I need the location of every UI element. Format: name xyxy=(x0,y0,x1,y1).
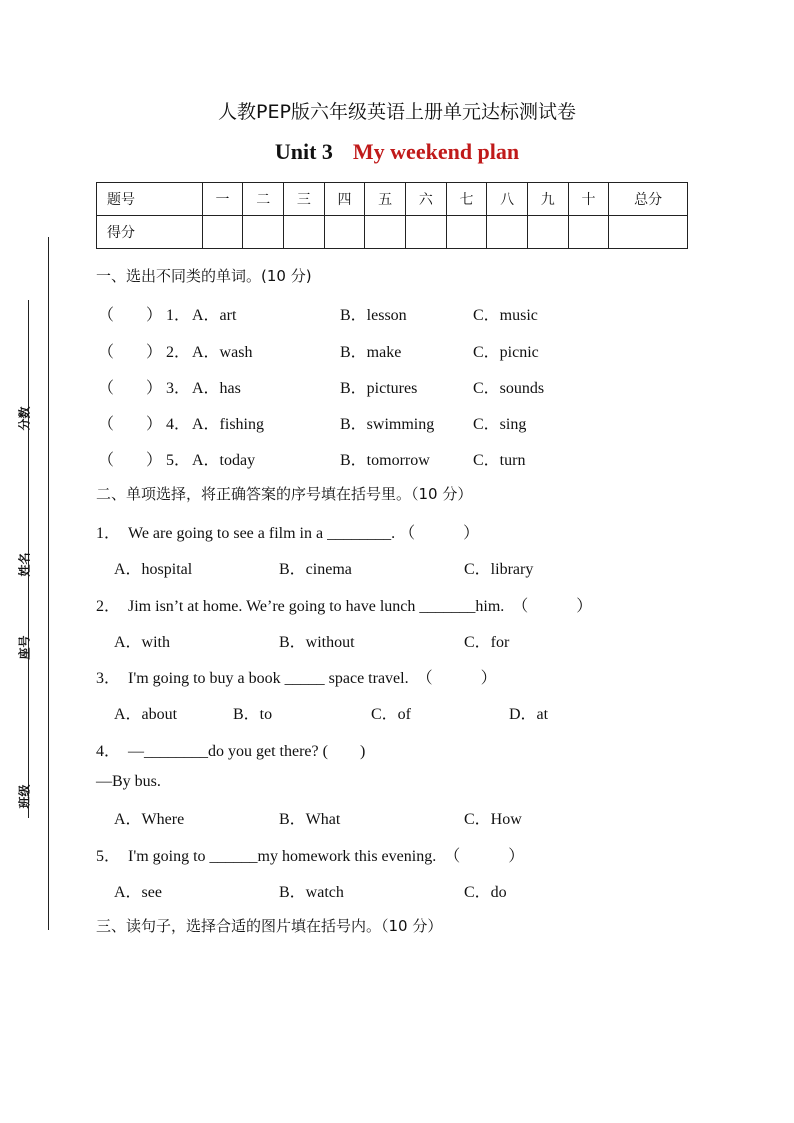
score-header-cell: 总分 xyxy=(609,183,688,216)
option-a: A．today xyxy=(192,452,256,469)
option-b[interactable]: B．watch xyxy=(279,884,344,901)
option-b[interactable]: B．What xyxy=(279,811,341,828)
score-cell[interactable] xyxy=(324,216,365,249)
option-b: B．lesson xyxy=(340,307,407,324)
answer-paren[interactable]: （ ） xyxy=(98,380,163,397)
seat-field-label: 座号 xyxy=(17,635,32,660)
score-table-header-row xyxy=(97,183,688,216)
unit-heading xyxy=(0,139,794,165)
score-cell[interactable] xyxy=(609,216,688,249)
score-header-cell: 题号 xyxy=(97,183,203,216)
score-field-label: 分数 xyxy=(17,406,32,431)
score-header-cell: 五 xyxy=(365,183,406,216)
option-b: B．tomorrow xyxy=(340,452,430,469)
exam-title: 人教PEP版六年级英语上册单元达标测试卷 xyxy=(218,101,576,123)
s2-question-5-stem: 5． I'm going to ______my homework this evening. （ ） xyxy=(96,848,525,865)
seat-field[interactable] xyxy=(14,583,48,668)
option-a[interactable]: A．with xyxy=(114,634,171,651)
score-header-cell: 三 xyxy=(284,183,325,216)
s2-question-3-stem: 3． I'm going to buy a book _____ space travel. （ ） xyxy=(96,670,497,687)
option-c[interactable]: C．How xyxy=(464,811,522,828)
option-a[interactable]: A．Where xyxy=(114,811,185,828)
section2-heading: 二、单项选择，将正确答案的序号填在括号里。（10 分） xyxy=(96,485,473,503)
question-number: 3． xyxy=(166,380,191,397)
option-c[interactable]: C．for xyxy=(464,634,510,651)
score-cell[interactable] xyxy=(406,216,447,249)
score-cell[interactable] xyxy=(243,216,284,249)
unit-number: Unit 3 xyxy=(274,139,333,164)
option-a: A．fishing xyxy=(192,416,265,433)
option-b: B．pictures xyxy=(340,380,418,397)
name-field[interactable] xyxy=(14,448,48,583)
option-c: C．sounds xyxy=(473,380,545,397)
score-cell[interactable] xyxy=(568,216,609,249)
unit-title: My weekend plan xyxy=(352,139,520,164)
s2-question-1-stem: 1． We are going to see a film in a ________. （ ） xyxy=(96,525,480,542)
option-a[interactable]: A．about xyxy=(114,706,178,723)
option-c[interactable]: C．library xyxy=(464,561,534,578)
score-header-cell: 六 xyxy=(406,183,447,216)
option-a: A．wash xyxy=(192,344,253,361)
score-cell[interactable] xyxy=(446,216,487,249)
option-c[interactable]: C．of xyxy=(371,706,412,723)
score-header-cell: 二 xyxy=(243,183,284,216)
section1-heading: 一、选出不同类的单词。(10 分) xyxy=(96,267,312,285)
option-a[interactable]: A．see xyxy=(114,884,162,901)
answer-paren[interactable]: （ ） xyxy=(98,344,163,361)
section3-heading: 三、读句子，选择合适的图片填在括号内。（10 分） xyxy=(96,917,443,935)
option-a: A．art xyxy=(192,307,237,324)
score-header-cell: 一 xyxy=(202,183,243,216)
class-field[interactable] xyxy=(14,668,48,818)
option-b[interactable]: B．to xyxy=(233,706,273,723)
option-c: C．turn xyxy=(473,452,526,469)
question-number: 2． xyxy=(166,344,191,361)
s2-question-4-reply: —By bus. xyxy=(96,773,161,790)
score-table xyxy=(96,182,688,249)
name-field-label: 姓名 xyxy=(17,552,32,577)
score-header-cell: 七 xyxy=(446,183,487,216)
score-field[interactable] xyxy=(14,300,48,450)
s2-question-4-stem: 4． —________do you get there? ( ) xyxy=(96,743,366,760)
option-c: C．sing xyxy=(473,416,527,433)
score-header-cell: 九 xyxy=(527,183,568,216)
question-number: 1． xyxy=(166,307,191,324)
option-b[interactable]: B．cinema xyxy=(279,561,352,578)
score-header-cell: 八 xyxy=(487,183,528,216)
option-c: C．music xyxy=(473,307,538,324)
score-header-cell: 四 xyxy=(324,183,365,216)
score-row-label: 得分 xyxy=(97,216,203,249)
s2-question-2-stem: 2． Jim isn’t at home. We’re going to have lunch _______him. （ ） xyxy=(96,598,593,615)
question-number: 4． xyxy=(166,416,191,433)
option-b: B．swimming xyxy=(340,416,435,433)
option-c: C．picnic xyxy=(473,344,539,361)
answer-paren[interactable]: （ ） xyxy=(98,452,163,469)
option-b: B．make xyxy=(340,344,402,361)
option-b[interactable]: B．without xyxy=(279,634,355,651)
score-table-score-row xyxy=(97,216,688,249)
answer-paren[interactable]: （ ） xyxy=(98,416,163,433)
option-c[interactable]: C．do xyxy=(464,884,507,901)
option-a[interactable]: A．hospital xyxy=(114,561,193,578)
score-cell[interactable] xyxy=(365,216,406,249)
answer-paren[interactable]: （ ） xyxy=(98,307,163,324)
score-header-cell: 十 xyxy=(568,183,609,216)
option-a: A．has xyxy=(192,380,241,397)
score-cell[interactable] xyxy=(527,216,568,249)
score-cell[interactable] xyxy=(284,216,325,249)
score-cell[interactable] xyxy=(487,216,528,249)
binding-line xyxy=(48,237,49,930)
class-field-label: 班级 xyxy=(17,784,32,809)
question-number: 5． xyxy=(166,452,191,469)
score-cell[interactable] xyxy=(202,216,243,249)
option-d[interactable]: D．at xyxy=(509,706,549,723)
